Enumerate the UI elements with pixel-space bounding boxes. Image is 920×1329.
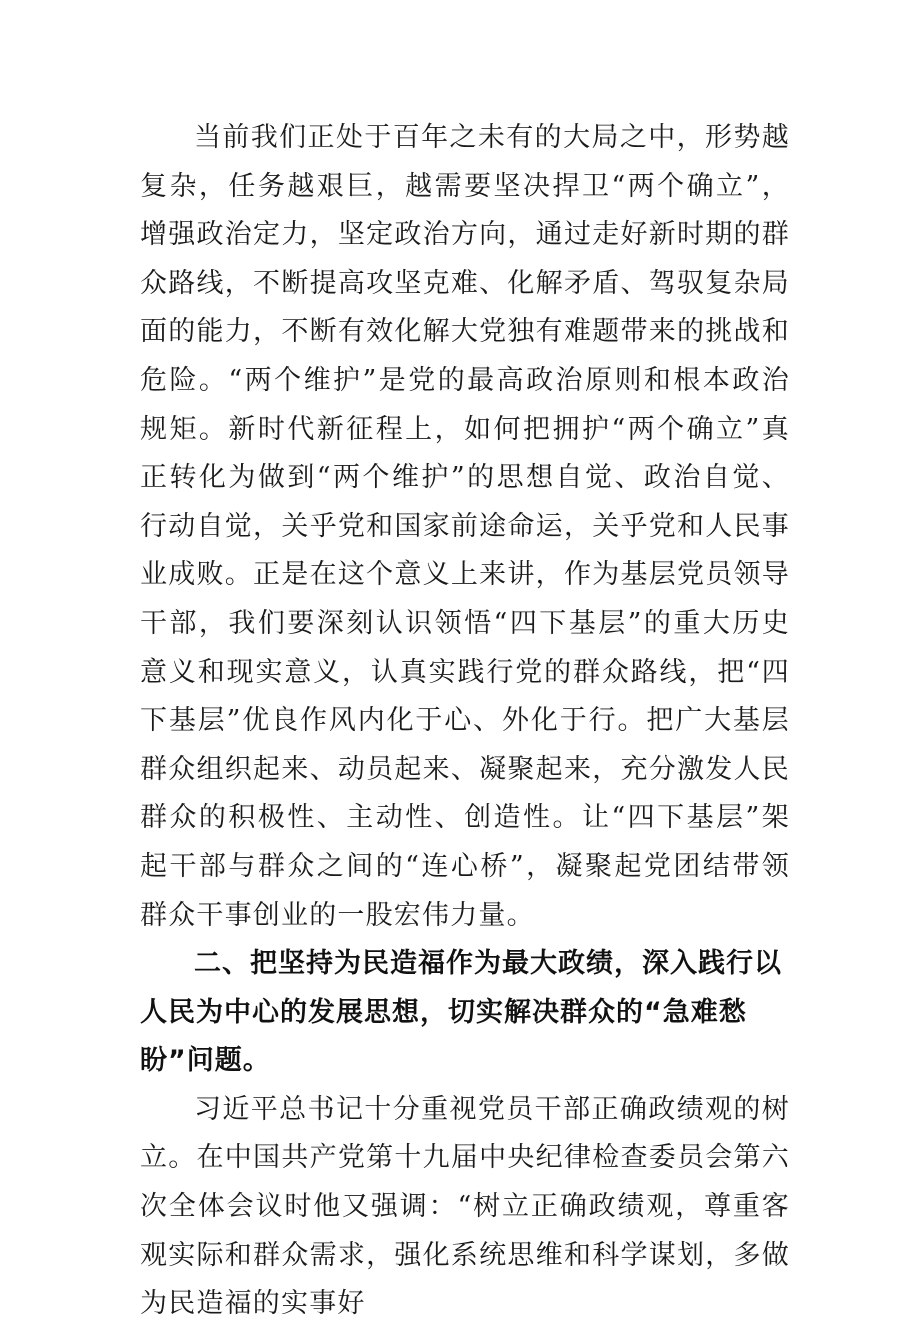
body-paragraph-1: 当前我们正处于百年之未有的大局之中，形势越复杂，任务越艰巨，越需要坚决捍卫“两个确立”，增强政治定力，坚定政治方向，通过走好新时期的群众路线，不断提高攻坚克难、化解矛盾、驾驭复杂局面的能力，不断有效化解大党独有难题带来的挑战和危险。“两个维护”是党的最高政治原则和根本政治规矩。新时代新征程上，如何把拥护“两个确立”真正转化为做到“两个维护”的思想自觉、政治自觉、行动自觉，关乎党和国家前途命运，关乎党和人民事业成败。正是在这个意义上来讲，作为基层党员领导干部，我们要深刻认识领悟“四下基层”的重大历史意义和现实意义，认真实践行党的群众路线，把“四下基层”优良作风内化于心、外化于行。把广大基层群众组织起来、动员起来、凝聚起来，充分激发人民群众的积极性、主动性、创造性。让“四下基层”架起干部与群众之间的“连心桥”，凝聚起党团结带领群众干事创业的一股宏伟力量。: [140, 122, 790, 931]
document-body: [140, 114, 790, 1329]
body-paragraph-2: 习近平总书记十分重视党员干部正确政绩观的树立。在中国共产党第十九届中央纪律检查委员会第六次全体会议时他又强调：“树立正确政绩观，尊重客观实际和群众需求，强化系统思维和科学谋划，多做为民造福的实事好: [140, 1093, 790, 1320]
section-heading-2: 二、把坚持为民造福作为最大政绩，深入践行以人民为中心的发展思想，切实解决群众的“急难愁盼”问题。: [140, 948, 782, 1077]
